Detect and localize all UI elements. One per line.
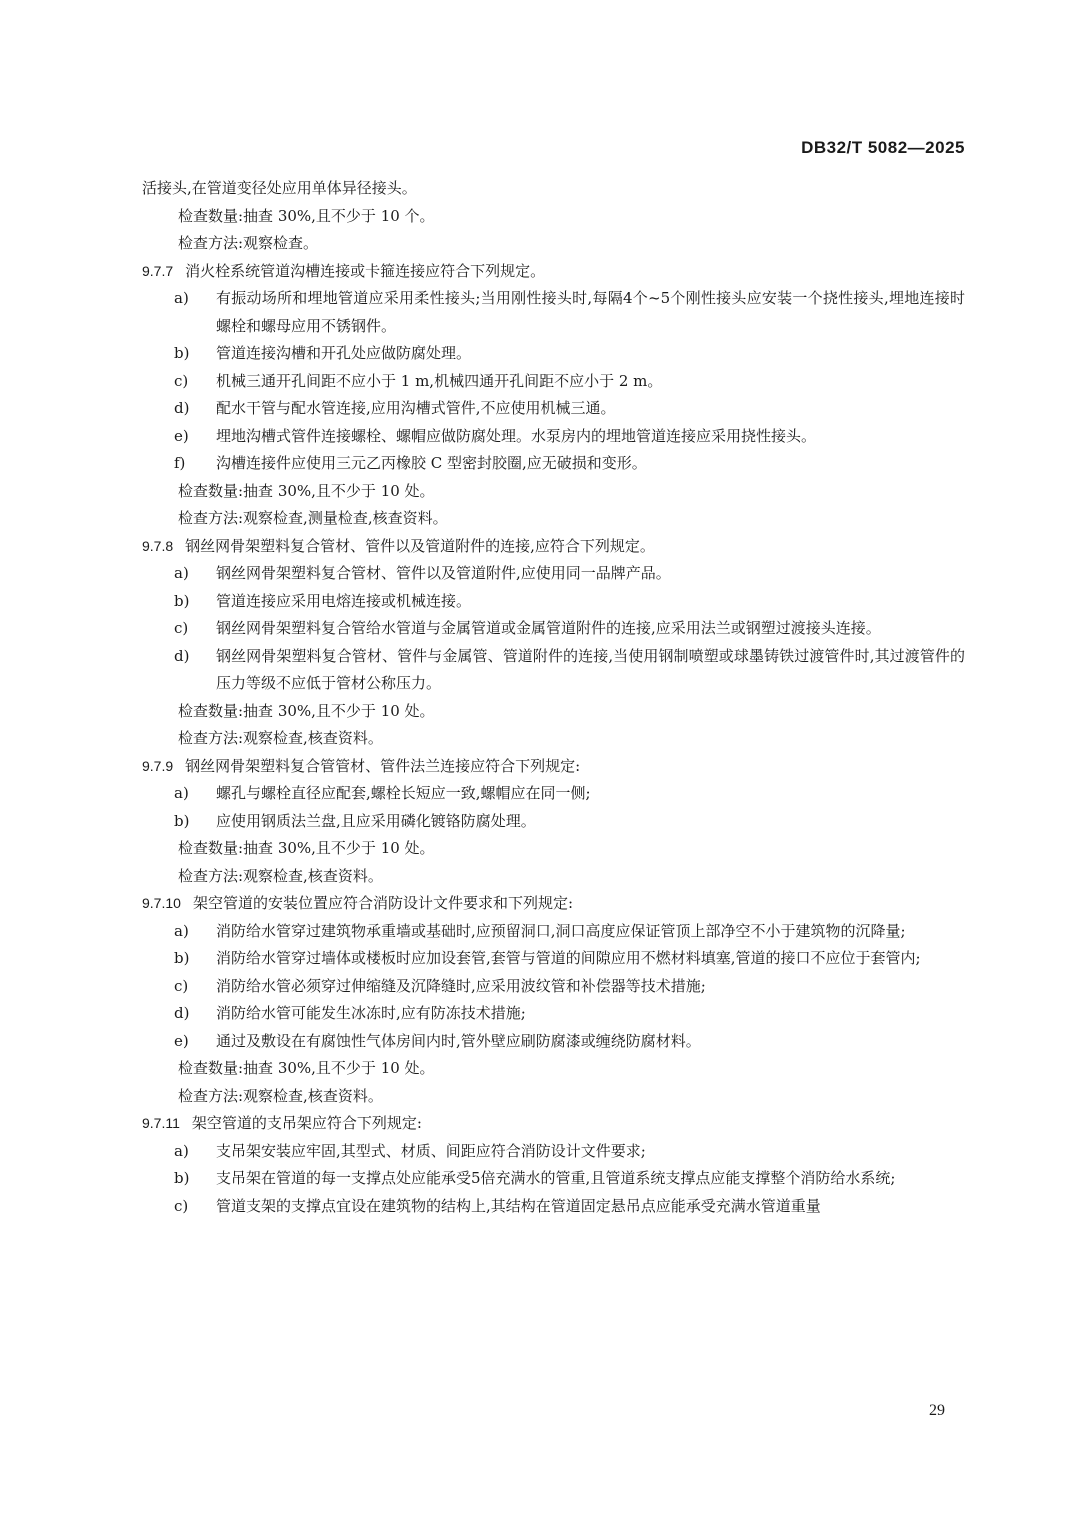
inspection-note: 检查方法:观察检查,测量检查,核查资料。 <box>178 509 448 527</box>
list-item <box>142 395 965 423</box>
document-body <box>142 175 965 1220</box>
clause-number: 9.7.10 <box>142 895 181 911</box>
list-item <box>142 945 965 973</box>
list-item <box>142 588 965 616</box>
inspection-note: 检查方法:观察检查,核查资料。 <box>178 866 383 885</box>
standard-code: DB32/T 5082—2025 <box>801 138 965 157</box>
list-item-label: c) <box>174 371 189 390</box>
inspection-note: 检查数量:抽查 30%,且不少于 10 处。 <box>178 839 435 857</box>
list-item-text: 消防给水管可能发生冰冻时,应有防冻技术措施; <box>216 1004 526 1022</box>
list-item-text: 应使用钢质法兰盘,且应采用磷化镀铬防腐处理。 <box>216 811 536 830</box>
list-item <box>142 1000 965 1028</box>
list-item-label: a) <box>174 289 189 307</box>
list-item <box>142 1028 965 1056</box>
list-item <box>142 918 965 946</box>
clause-text: 钢丝网骨架塑料复合管管材、管件法兰连接应符合下列规定: <box>185 756 581 775</box>
clause-number: 9.7.7 <box>142 262 174 279</box>
list-item-label: a) <box>174 784 189 802</box>
list-item-label: d) <box>174 1004 190 1022</box>
list-item <box>142 973 965 1001</box>
list-item-text: 钢丝网骨架塑料复合管材、管件与金属管、管道附件的连接,当使用钢制喷塑或球墨铸铁过渡管件时,其过渡管件的压力等级不应低于管材公称压力。 <box>216 646 965 692</box>
clause-heading <box>142 890 965 918</box>
list-item <box>142 780 965 808</box>
list-item-text: 钢丝网骨架塑料复合管材、管件以及管道附件,应使用同一品牌产品。 <box>216 564 671 582</box>
clause-heading <box>142 533 965 561</box>
list-item-label: b) <box>174 344 190 362</box>
list-item <box>142 560 965 588</box>
list-item-text: 埋地沟槽式管件连接螺栓、螺帽应做防腐处理。水泵房内的埋地管道连接应采用挠性接头。 <box>216 426 817 445</box>
clause-text: 架空管道的支吊架应符合下列规定: <box>191 1114 422 1132</box>
list-item-text: 管道连接应采用电熔连接或机械连接。 <box>216 591 472 610</box>
clause-number: 9.7.8 <box>142 537 174 554</box>
list-item-text: 有振动场所和埋地管道应采用柔性接头;当用刚性接头时,每隔4个~5个刚性接头应安装一个挠性接头,埋地连接时螺栓和螺母应用不锈钢件。 <box>216 289 965 335</box>
inspection-note: 检查数量:抽查 30%,且不少于 10 处。 <box>178 481 435 500</box>
list-item-label: a) <box>174 1141 189 1160</box>
list-item-label: d) <box>174 399 190 417</box>
list-item <box>142 808 965 836</box>
clause-text: 消火栓系统管道沟槽连接或卡箍连接应符合下列规定。 <box>185 261 546 280</box>
clause-number: 9.7.9 <box>142 757 174 774</box>
list-item-label: a) <box>174 564 189 582</box>
list-item-label: b) <box>174 1169 190 1187</box>
list-item-label: b) <box>174 811 190 830</box>
list-item <box>142 423 965 451</box>
list-item-text: 消防给水管穿过建筑物承重墙或基础时,应预留洞口,洞口高度应保证管顶上部净空不小于建筑物的沉降量; <box>216 921 906 940</box>
list-item <box>142 450 965 478</box>
list-item-label: b) <box>174 949 190 967</box>
list-item-text: 通过及敷设在有腐蚀性气体房间内时,管外壁应刷防腐漆或缠绕防腐材料。 <box>216 1031 701 1050</box>
clause-text: 钢丝网骨架塑料复合管材、管件以及管道附件的连接,应符合下列规定。 <box>185 536 655 555</box>
list-item-text: 消防给水管穿过墙体或楼板时应加设套管,套管与管道的间隙应用不燃材料填塞,管道的接口不应位于套管内; <box>216 949 921 967</box>
list-item <box>142 368 965 396</box>
continued-paragraph: 活接头,在管道变径处应用单体异径接头。 <box>142 179 417 197</box>
list-item-text: 钢丝网骨架塑料复合管给水管道与金属管道或金属管道附件的连接,应采用法兰或钢塑过渡接头连接。 <box>216 619 881 637</box>
list-item-text: 配水干管与配水管连接,应用沟槽式管件,不应使用机械三通。 <box>216 399 616 417</box>
list-item-text: 螺孔与螺栓直径应配套,螺栓长短应一致,螺帽应在同一侧; <box>216 784 591 802</box>
clause-heading <box>142 1110 965 1138</box>
list-item-label: b) <box>174 591 190 610</box>
list-item-label: d) <box>174 646 190 665</box>
list-item <box>142 1193 965 1221</box>
clause-number: 9.7.11 <box>142 1115 180 1131</box>
list-item-text: 支吊架在管道的每一支撑点处应能承受5倍充满水的管重,且管道系统支撑点应能支撑整个消防给水系统; <box>216 1169 896 1187</box>
inspection-note: 检查数量:抽查 30%,且不少于 10 处。 <box>178 701 435 720</box>
clause-heading <box>142 258 965 286</box>
list-item <box>142 1138 965 1166</box>
list-item <box>142 340 965 368</box>
list-item-text: 机械三通开孔间距不应小于 1 m,机械四通开孔间距不应小于 2 m。 <box>216 371 663 390</box>
list-item-label: c) <box>174 619 189 637</box>
list-item-text: 管道支架的支撑点宜设在建筑物的结构上,其结构在管道固定悬吊点应能承受充满水管道重量 <box>216 1196 821 1215</box>
inspection-note: 检查方法:观察检查,核查资料。 <box>178 1086 383 1105</box>
list-item-text: 管道连接沟槽和开孔处应做防腐处理。 <box>216 344 472 362</box>
list-item-label: c) <box>174 976 189 995</box>
list-item <box>142 643 965 698</box>
clause-text: 架空管道的安装位置应符合消防设计文件要求和下列规定: <box>192 894 573 912</box>
list-item <box>142 285 965 340</box>
list-item-label: e) <box>174 426 189 445</box>
list-item <box>142 615 965 643</box>
inspection-note: 检查数量:抽查 30%,且不少于 10 个。 <box>178 206 435 225</box>
inspection-note: 检查方法:观察检查。 <box>178 234 319 252</box>
list-item <box>142 1165 965 1193</box>
list-item-text: 沟槽连接件应使用三元乙丙橡胶 C 型密封胶圈,应无破损和变形。 <box>216 454 647 472</box>
list-item-label: c) <box>174 1196 189 1215</box>
list-item-text: 支吊架安装应牢固,其型式、材质、间距应符合消防设计文件要求; <box>216 1141 646 1160</box>
list-item-text: 消防给水管必须穿过伸缩缝及沉降缝时,应采用波纹管和补偿器等技术措施; <box>216 976 706 995</box>
page-number: 29 <box>929 1402 945 1419</box>
list-item-label: a) <box>174 921 189 940</box>
list-item-label: e) <box>174 1031 189 1050</box>
inspection-note: 检查数量:抽查 30%,且不少于 10 处。 <box>178 1059 435 1077</box>
clause-heading <box>142 753 965 781</box>
inspection-note: 检查方法:观察检查,核查资料。 <box>178 729 383 747</box>
list-item-label: f) <box>174 454 186 472</box>
